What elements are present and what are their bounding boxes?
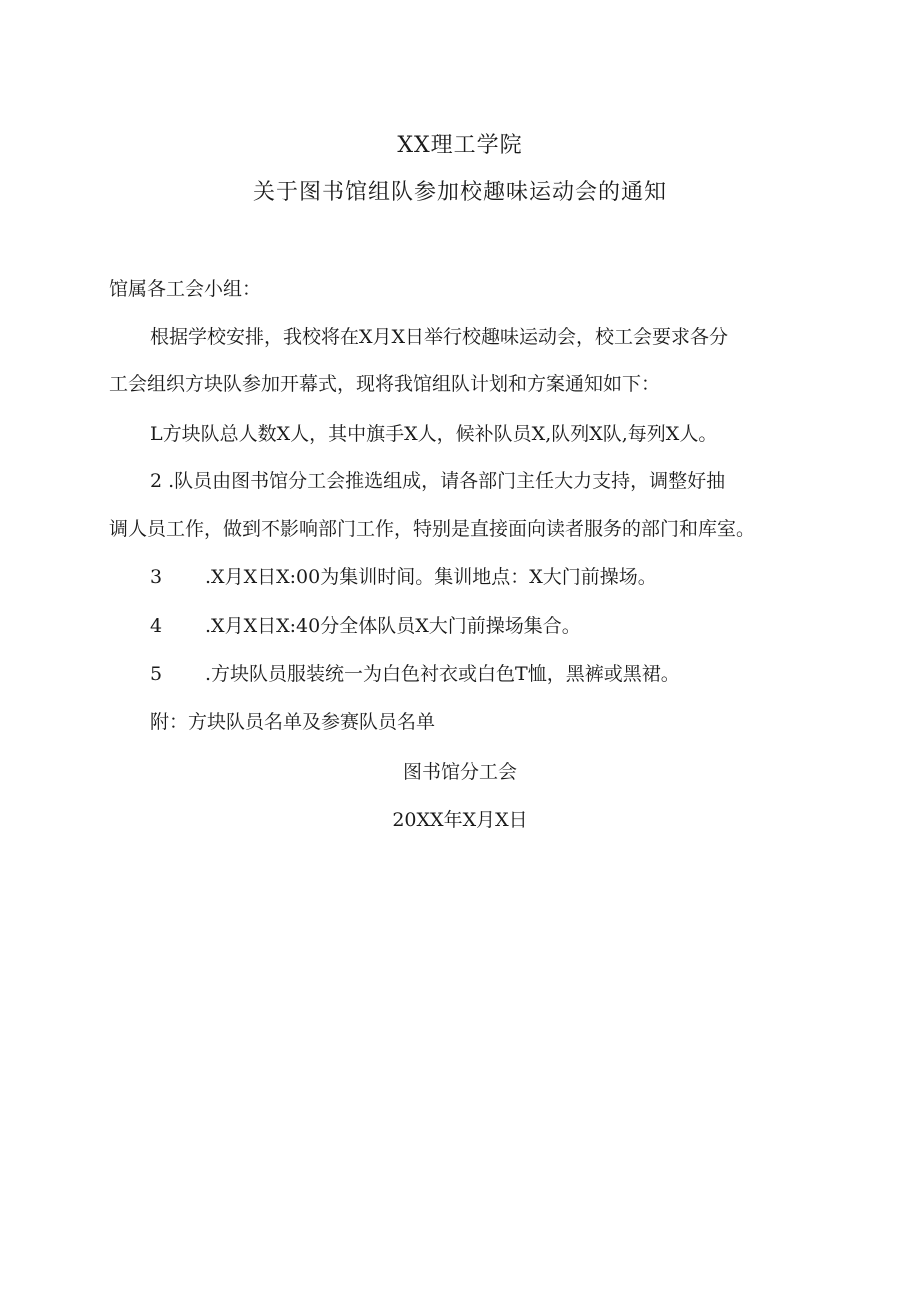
- signature: 图书馆分工会: [402, 761, 517, 783]
- list-item-2-line-1: 2 .队员由图书馆分工会推选组成，请各部门主任大力支持，调整好抽: [150, 470, 726, 492]
- intro-paragraph-line-1: 根据学校安排，我校将在X月X日举行校趣味运动会，校工会要求各分: [150, 326, 729, 348]
- list-item-3: [150, 563, 657, 591]
- list-item-1: L方块队总人数X人，其中旗手X人，候补队员X,队列X队,每列X人。: [150, 423, 718, 445]
- list-item-5: [150, 660, 680, 688]
- list-item-4-text: .X月X日X:40分全体队员X大门前操场集合。: [205, 615, 581, 637]
- list-item-3-number: 3: [150, 566, 163, 588]
- list-item-2-line-2: 调人员工作，做到不影响部门工作，特别是直接面向读者服务的部门和库室。: [109, 518, 756, 540]
- list-item-4: [150, 612, 581, 640]
- salutation: 馆属各工会小组：: [109, 278, 262, 300]
- institution-title: XX理工学院: [397, 133, 523, 158]
- issue-date: 20XX年X月X日: [392, 809, 528, 831]
- list-item-3-text: .X月X日X:00为集训时间。集训地点：X大门前操场。: [205, 566, 657, 588]
- attachment-note: 附：方块队员名单及参赛队员名单: [150, 711, 436, 733]
- intro-paragraph-line-2: 工会组织方块队参加开幕式，现将我馆组队计划和方案通知如下：: [109, 373, 661, 395]
- notice-title: 关于图书馆组队参加校趣味运动会的通知: [252, 180, 667, 205]
- list-item-4-number: 4: [150, 615, 163, 637]
- list-item-5-text: .方块队员服装统一为白色衬衣或白色T恤，黑裤或黑裙。: [205, 663, 680, 685]
- list-item-5-number: 5: [150, 663, 163, 685]
